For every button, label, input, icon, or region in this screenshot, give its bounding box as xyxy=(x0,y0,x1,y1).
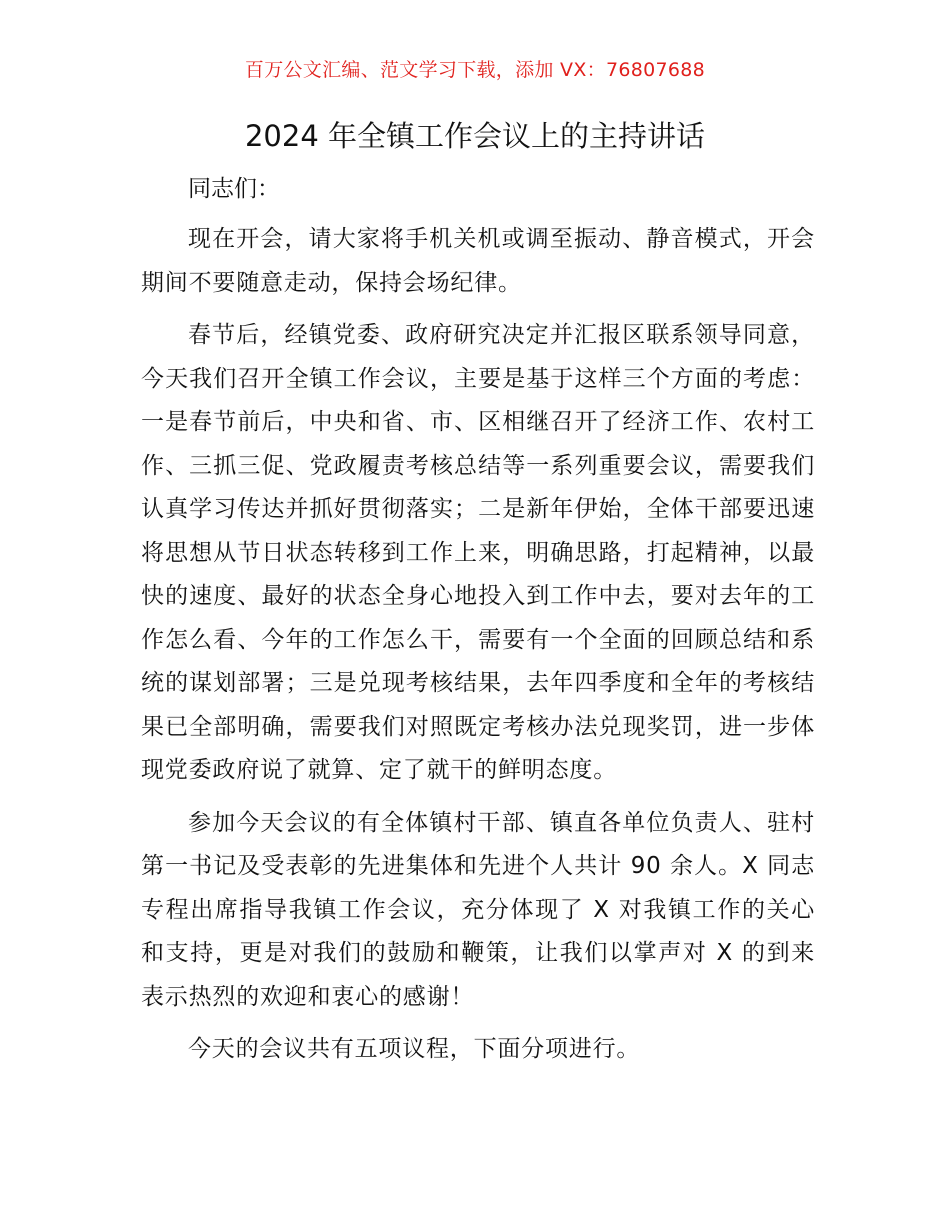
paragraph-meeting-reasons: 春节后，经镇党委、政府研究决定并汇报区联系领导同意，今天我们召开全镇工作会议，主要是基于这样三个方面的考虑：一是春节前后，中央和省、市、区相继召开了经济工作、农村工作、三抓三促、党政履责考核总结等一系列重要会议，需要我们认真学习传达并抓好贯彻落实；二是新年伊始，全体干部要迅速将思想从节日状态转移到工作上来，明确思路，打起精神，以最快的速度、最好的状态全身心地投入到工作中去，要对去年的工作怎么看、今年的工作怎么干，需要有一个全面的回顾总结和系统的谋划部署；三是兑现考核结果，去年四季度和全年的考核结果已全部明确，需要我们对照既定考核办法兑现奖罚，进一步体现党委政府说了就算、定了就干的鲜明态度。 xyxy=(141,322,815,783)
salutation: 同志们： xyxy=(188,176,280,202)
document-body xyxy=(141,168,815,1072)
watermark-header: 百万公文汇编、范文学习下载，添加 VX：76807688 xyxy=(244,59,706,81)
paragraph-attendees: 参加今天会议的有全体镇村干部、镇直各单位负责人、驻村第一书记及受表彰的先进集体和先进个人共计 90 余人。X 同志专程出席指导我镇工作会议，充分体现了 X 对我镇工作的关心和支持，更是对我们的鼓励和鞭策，让我们以掌声对 X 的到来表示热烈的欢迎和衷心的感谢！ xyxy=(141,809,815,1010)
document-title: 2024 年全镇工作会议上的主持讲话 xyxy=(244,119,706,153)
paragraph-meeting-rules: 现在开会，请大家将手机关机或调至振动、静音模式，开会期间不要随意走动，保持会场纪律。 xyxy=(141,226,815,296)
paragraph-agenda-intro: 今天的会议共有五项议程，下面分项进行。 xyxy=(188,1036,641,1062)
